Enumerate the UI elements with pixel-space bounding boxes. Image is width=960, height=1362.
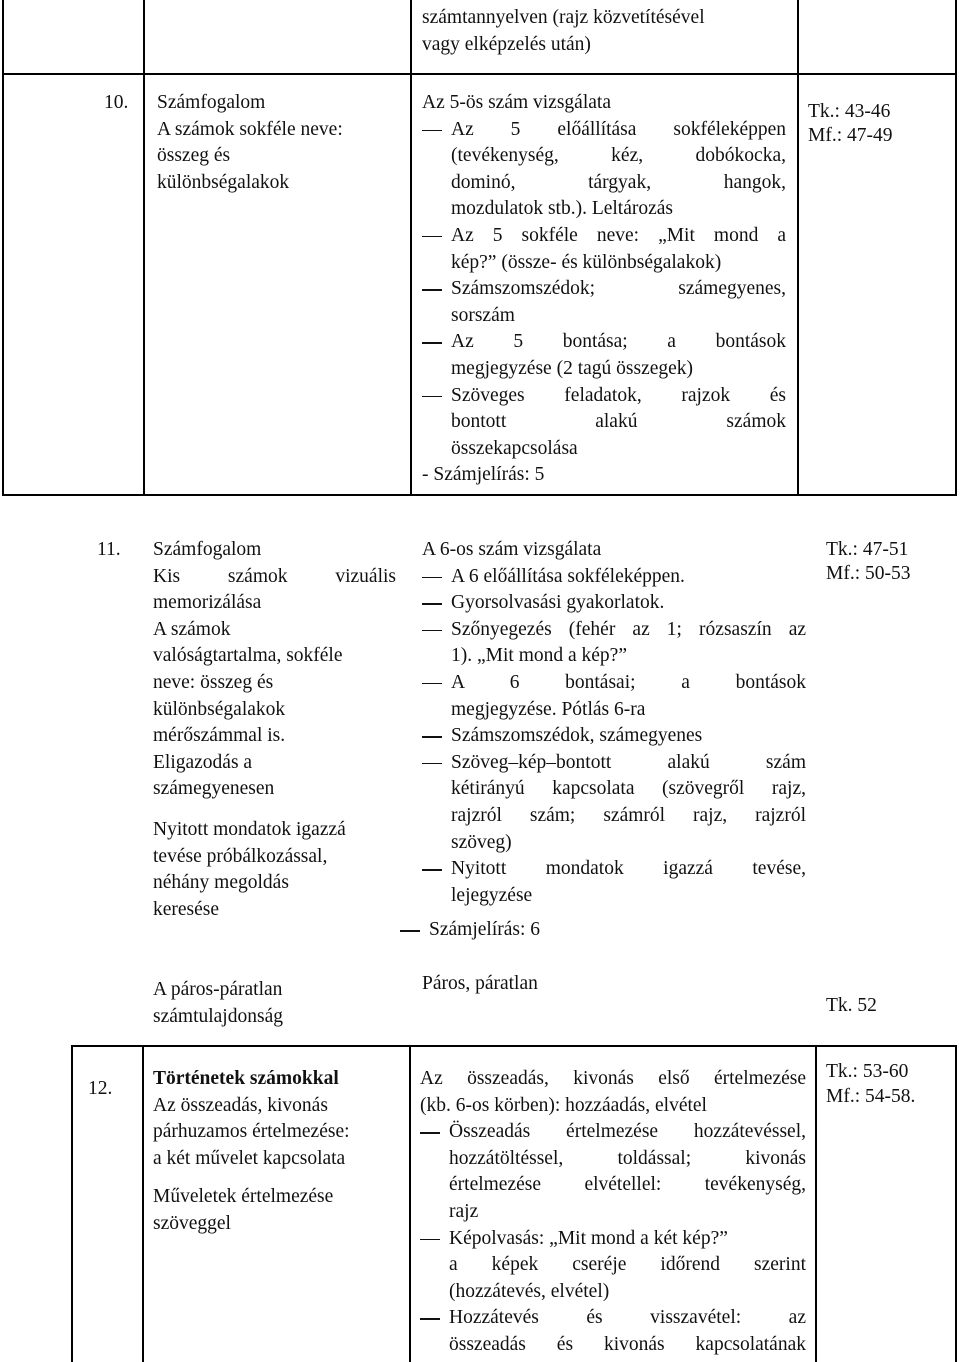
text-line: megjegyzése (2 tagú összegek) xyxy=(451,357,694,379)
text-line: Az összeadás, kivonás első értelmezése xyxy=(420,1068,806,1089)
list-item xyxy=(422,276,786,329)
reference-cell xyxy=(808,100,948,148)
text-line: értelmezése elvétellel: tevékenység, xyxy=(449,1174,806,1196)
content-title: A 6-os szám vizsgálata xyxy=(422,539,602,560)
border-col1 xyxy=(142,1045,144,1362)
text-line: hozzátöltéssel, toldással; kivonás xyxy=(449,1147,806,1169)
text-line: lejegyzése xyxy=(451,884,533,906)
topic-line: A páros-páratlan xyxy=(153,979,283,1000)
topic-line: különbségalakok xyxy=(153,698,286,720)
border-col3 xyxy=(815,1045,817,1362)
content-last-item xyxy=(400,917,700,944)
text-line: megjegyzése. Pótlás 6-ra xyxy=(451,698,646,720)
text-line: Az 5 előállítása sokféleképpen xyxy=(451,118,786,140)
topic-line: neve: összeg és xyxy=(153,671,274,693)
list-item xyxy=(422,750,806,856)
textbook-ref: Tk.: 47-51 xyxy=(826,539,909,560)
topic-line: Eligazodás a xyxy=(153,751,253,773)
list-item xyxy=(422,223,786,276)
continued-content xyxy=(422,5,792,58)
topic-line: összeg és xyxy=(157,145,231,167)
row-number: 12. xyxy=(88,1078,113,1099)
topic-line: számegyenesen xyxy=(153,778,275,800)
border-right xyxy=(955,1045,957,1362)
topic-line: szöveggel xyxy=(153,1212,231,1234)
text-line: összekapcsolása xyxy=(451,437,578,459)
list-item xyxy=(422,117,786,223)
list-item xyxy=(422,590,806,617)
topic-line: keresése xyxy=(153,898,220,920)
topic-title: Történetek számokkal xyxy=(153,1068,339,1089)
row-divider xyxy=(2,73,957,75)
topic-line: Műveletek értelmezése xyxy=(153,1186,334,1207)
text-line: Nyitott mondatok igazzá tevése, xyxy=(451,858,806,880)
topic-line: Az összeadás, kivonás xyxy=(153,1094,328,1116)
text-line: a képek cseréje időrend szerint xyxy=(449,1254,806,1276)
border-left xyxy=(71,1045,73,1362)
text-line: (tevékenység, kéz, dobókocka, xyxy=(451,145,786,167)
topic-line: Nyitott mondatok igazzá xyxy=(153,819,346,840)
text-line: Összeadás értelmezése hozzátevéssel, xyxy=(449,1121,806,1143)
topic-line: Számfogalom xyxy=(157,92,266,113)
topic-line: különbségalakok xyxy=(157,171,290,193)
text-line: mozdulatok stb.). Leltározás xyxy=(451,198,674,220)
text-line: Szöveg–kép–bontott alakú szám xyxy=(451,751,806,773)
border-col2 xyxy=(409,1045,411,1362)
text-line: Számszomszédok; számegyenes, xyxy=(451,278,786,300)
topic-line: A számok xyxy=(153,618,231,640)
topic-line: a két művelet kapcsolata xyxy=(153,1147,346,1169)
content-cell xyxy=(422,537,806,909)
text-line: rajz xyxy=(449,1200,479,1222)
text-line: Szőnyegezés (fehér az 1; rózsaszín az xyxy=(451,618,806,640)
reference-cell xyxy=(826,538,951,586)
text-line: Számjelírás: 6 xyxy=(429,919,541,940)
text-line: kép?” (össze- és különbségalakok) xyxy=(451,251,722,273)
topic-line: mérőszámmal is. xyxy=(153,725,286,747)
textbook-ref-2: Tk. 52 xyxy=(826,995,877,1016)
text-line: 1). „Mit mond a kép?” xyxy=(451,645,627,667)
list-item xyxy=(422,856,806,909)
text-line: Az 5 sokféle neve: „Mit mond a xyxy=(451,224,786,246)
topic-line: számtulajdonság xyxy=(153,1005,283,1027)
text-line: bontott alakú számok xyxy=(451,411,786,433)
text-line: Gyorsolvasási gyakorlatok. xyxy=(451,592,665,614)
text-line: dominó, tárgyak, hangok, xyxy=(451,171,786,193)
list-item xyxy=(422,329,786,382)
topic-cell xyxy=(153,537,396,803)
topic-line: valóságtartalma, sokféle xyxy=(153,645,343,667)
reference-cell xyxy=(826,1059,951,1109)
table-bottom-border xyxy=(2,494,957,496)
textbook-ref: Tk.: 43-46 xyxy=(808,101,891,122)
list-item xyxy=(422,670,806,723)
text-line: Képolvasás: „Mit mond a két kép?” xyxy=(449,1227,728,1249)
row-number: 11. xyxy=(97,539,121,560)
text-line: sorszám xyxy=(451,304,515,326)
table-top-border xyxy=(71,1045,957,1047)
topic-line: Kis számok vizuális xyxy=(153,565,396,587)
text-line: összeadás és kivonás kapcsolatának xyxy=(449,1333,806,1355)
text-line: rajzról szám; számról rajz, rajzról xyxy=(451,804,806,826)
text-line: számtannyelven (rajz közvetítésével xyxy=(422,7,705,28)
list-item xyxy=(420,1119,806,1225)
list-item xyxy=(420,1226,806,1306)
row-number: 10. xyxy=(104,92,129,113)
text-line: A 6 bontásai; a bontások xyxy=(451,671,806,693)
text-line: A 6 előállítása sokféleképpen. xyxy=(451,565,685,587)
text-line: szöveg) xyxy=(451,831,512,853)
content-cell-2: Páros, páratlan xyxy=(422,973,538,994)
text-line: Számszomszédok, számegyenes xyxy=(451,725,703,747)
topic-cell-3 xyxy=(153,977,396,1030)
topic-cell xyxy=(153,1066,403,1172)
text-line: vagy elképzelés után) xyxy=(422,33,591,55)
list-item xyxy=(420,1305,806,1358)
list-item xyxy=(422,383,786,463)
list-item xyxy=(422,564,806,591)
content-cell xyxy=(422,90,786,489)
topic-line: tevése próbálkozással, xyxy=(153,845,328,867)
topic-line: párhuzamos értelmezése: xyxy=(153,1121,350,1143)
topic-cell-2 xyxy=(153,1184,403,1237)
list-item xyxy=(400,917,700,944)
content-last-line: - Számjelírás: 5 xyxy=(422,464,545,486)
content-title: Az 5-ös szám vizsgálata xyxy=(422,92,611,113)
topic-line: Számfogalom xyxy=(153,539,262,560)
topic-line: A számok sokféle neve: xyxy=(157,118,343,140)
topic-line: memorizálása xyxy=(153,592,262,614)
text-line: Az 5 bontása; a bontások xyxy=(451,331,786,353)
textbook-ref: Tk.: 53-60 xyxy=(826,1061,909,1082)
topic-cell xyxy=(157,90,402,196)
text-line: kétirányú kapcsolata (szövegről rajz, xyxy=(451,778,806,800)
list-item xyxy=(422,723,806,750)
topic-cell-2 xyxy=(153,817,396,923)
text-line: (hozzátevés, elvétel) xyxy=(449,1280,610,1302)
list-item xyxy=(422,617,806,670)
content-cell xyxy=(420,1066,806,1359)
text-line: Hozzátevés és visszavétel: az xyxy=(449,1307,806,1329)
workbook-ref: Mf.: 50-53 xyxy=(826,563,911,584)
workbook-ref: Mf.: 54-58. xyxy=(826,1086,916,1107)
text-line: Szöveges feladatok, rajzok és xyxy=(451,384,786,406)
workbook-ref: Mf.: 47-49 xyxy=(808,125,893,146)
topic-line: néhány megoldás xyxy=(153,872,289,894)
text-line: (kb. 6-os körben): hozzáadás, elvétel xyxy=(420,1094,707,1116)
